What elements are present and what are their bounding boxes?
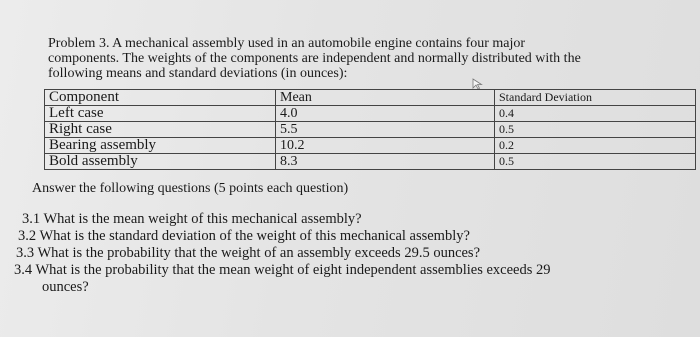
table-cell: Left case <box>45 106 276 122</box>
intro-line: Problem 3. A mechanical assembly used in an automobile engine contains four major <box>48 36 526 51</box>
table-cell: 0.2 <box>495 138 696 154</box>
question-item: 3.3 What is the probability that the weight of an assembly exceeds 29.5 ounces? <box>16 245 481 261</box>
table-row <box>45 106 696 122</box>
intro-line: components. The weights of the components are independent and normally distributed with the <box>48 51 581 66</box>
table-cell: Bold assembly <box>45 154 276 170</box>
table-row <box>45 138 696 154</box>
table-header-row <box>45 90 696 106</box>
table-cell: Right case <box>45 122 276 138</box>
table-header-cell: Mean <box>276 90 495 106</box>
table-row <box>45 122 696 138</box>
table-header-cell: Component <box>45 90 276 106</box>
instructions: Answer the following questions (5 points each question) <box>32 181 349 196</box>
table-cell: 0.4 <box>495 106 696 122</box>
components-table <box>44 89 696 170</box>
table-cell: 0.5 <box>495 154 696 170</box>
table-row <box>45 154 696 170</box>
table-cell: 10.2 <box>276 138 495 154</box>
table-cell: 8.3 <box>276 154 495 170</box>
question-item: 3.4 What is the probability that the mean weight of eight independent assemblies exceeds 29 <box>14 262 551 278</box>
table-cell: 0.5 <box>495 122 696 138</box>
problem-intro <box>48 36 678 81</box>
table-cell: 5.5 <box>276 122 495 138</box>
table-header-cell: Standard Deviation <box>495 90 696 106</box>
question-item-continued: ounces? <box>42 279 89 295</box>
table-cell: Bearing assembly <box>45 138 276 154</box>
question-list <box>14 211 698 296</box>
intro-line: following means and standard deviations (in ounces): <box>48 66 348 81</box>
question-item: 3.1 What is the mean weight of this mechanical assembly? <box>22 211 362 227</box>
question-item: 3.2 What is the standard deviation of the weight of this mechanical assembly? <box>18 228 470 244</box>
table-cell: 4.0 <box>276 106 495 122</box>
